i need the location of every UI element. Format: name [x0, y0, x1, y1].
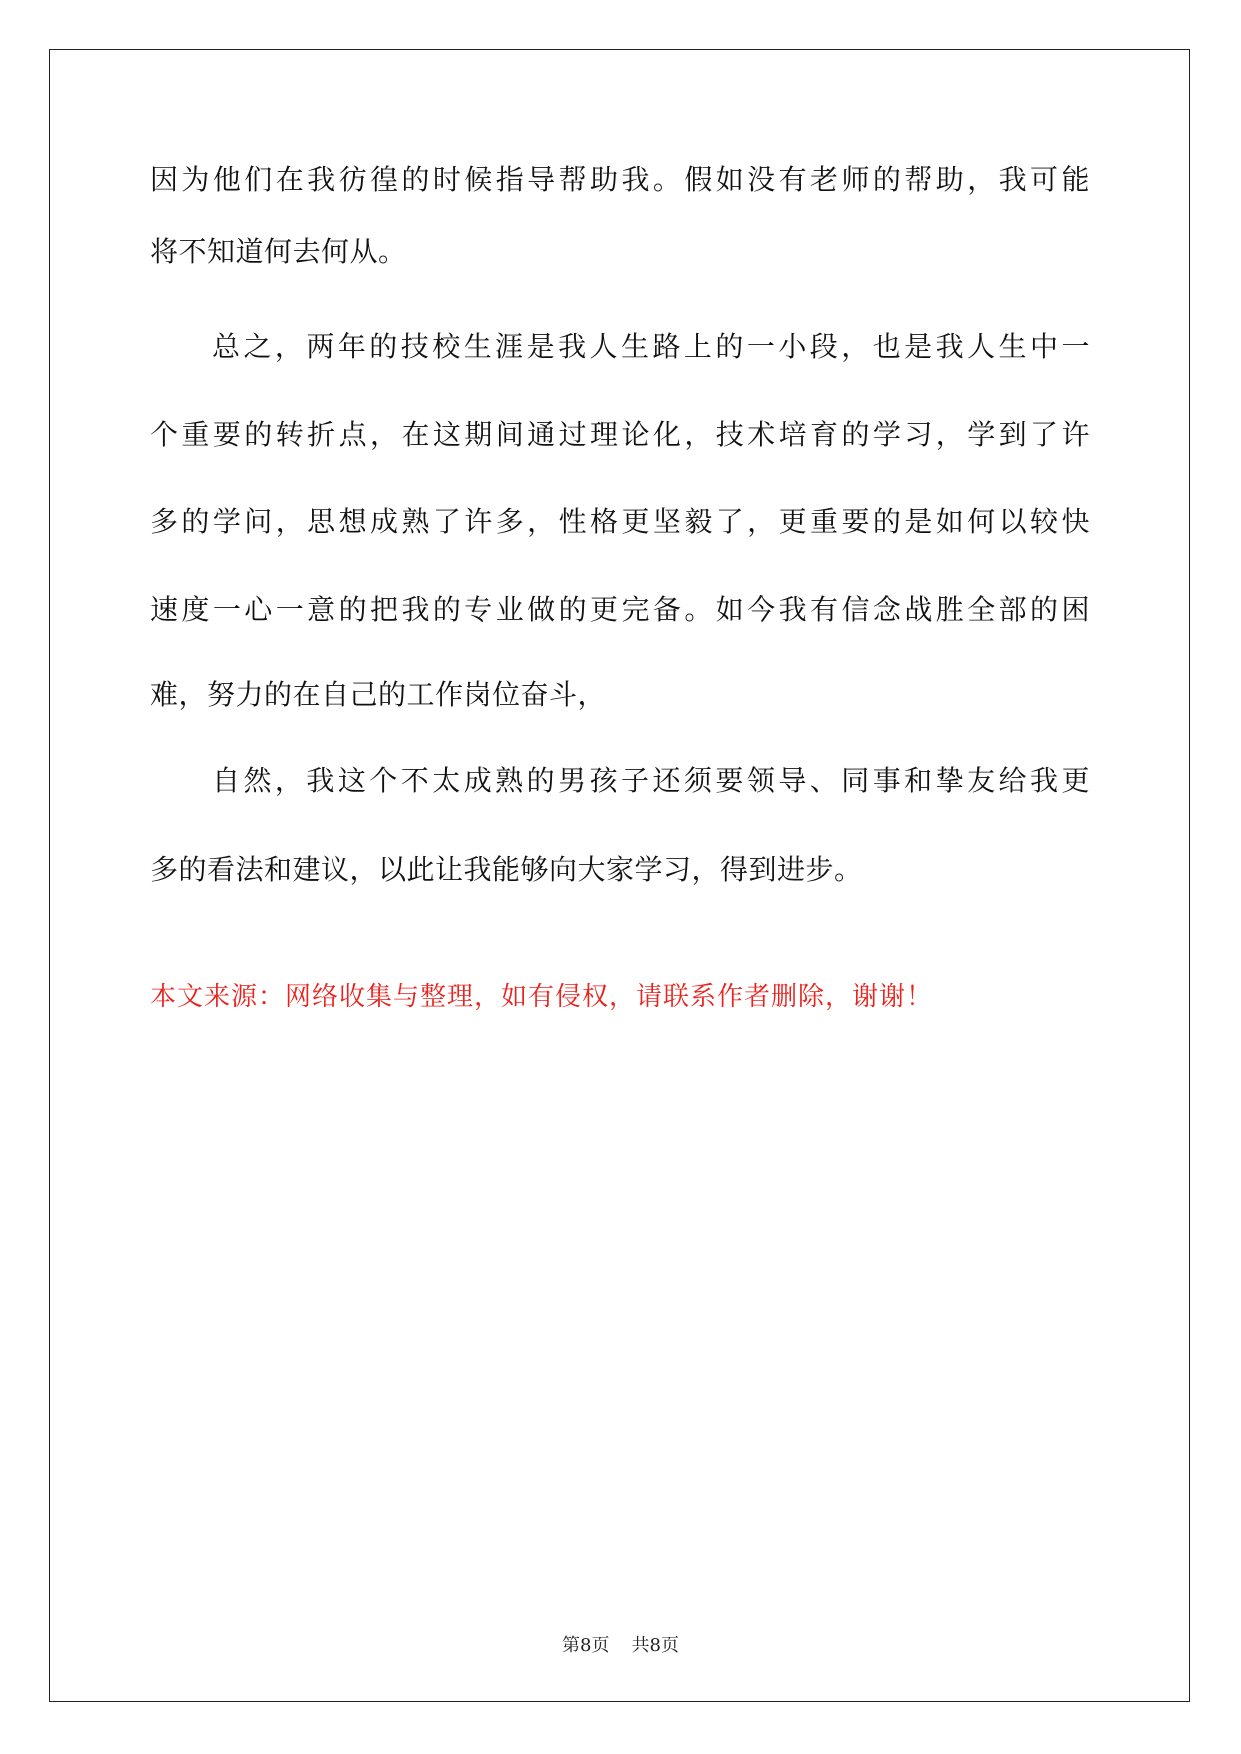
paragraph-line: 总之，两年的技校生涯是我人生路上的一小段，也是我人生中一 [212, 330, 1090, 363]
paragraph-line: 个重要的转折点，在这期间通过理论化，技术培育的学习，学到了许 [150, 418, 1090, 451]
paragraph-line: 多的看法和建议，以此让我能够向大家学习，得到进步。 [150, 853, 863, 886]
paragraph-line: 速度一心一意的把我的专业做的更完备。如今我有信念战胜全部的困 [150, 593, 1090, 626]
paragraph-line: 多的学问，思想成熟了许多，性格更坚毅了，更重要的是如何以较快 [150, 505, 1090, 538]
page-number: 第8页 [562, 1635, 610, 1656]
source-disclaimer: 本文来源：网络收集与整理，如有侵权，请联系作者删除，谢谢！ [150, 982, 934, 1012]
paragraph-line: 将不知道何去何从。 [150, 235, 407, 268]
paragraph-line: 因为他们在我彷徨的时候指导帮助我。假如没有老师的帮助，我可能 [150, 163, 1090, 196]
paragraph-line: 难，努力的在自己的工作岗位奋斗， [150, 678, 607, 711]
paragraph-line: 自然，我这个不太成熟的男孩子还须要领导、同事和挚友给我更 [212, 764, 1090, 797]
page-footer [0, 1634, 1241, 1658]
total-pages: 共8页 [631, 1635, 679, 1656]
